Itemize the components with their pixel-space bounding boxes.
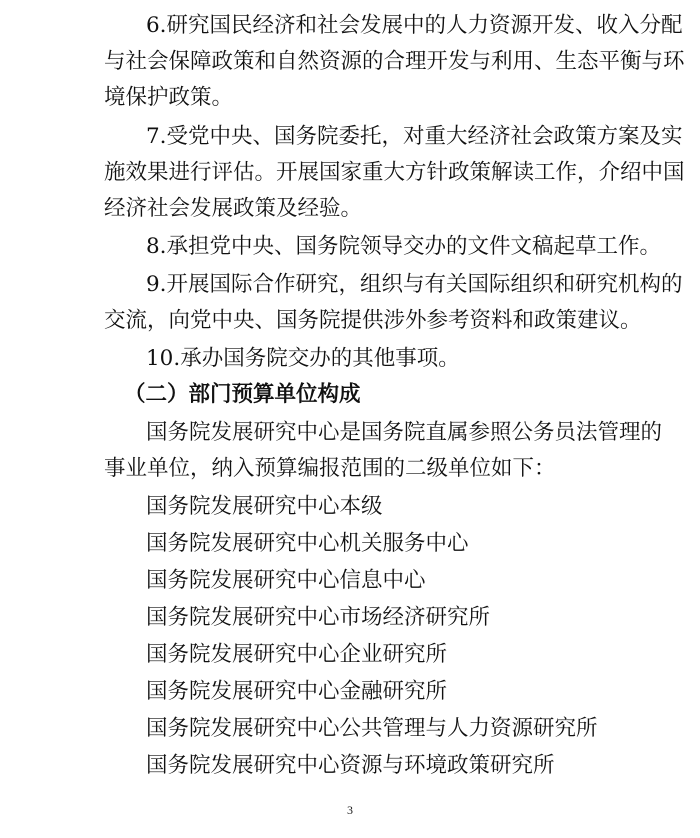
paragraph-7-line-1: 7.受党中央、国务院委托，对重大经济社会政策方案及实 — [146, 124, 683, 149]
paragraph-6-line-2: 与社会保障政策和自然资源的合理开发与利用、生态平衡与环 — [104, 49, 685, 74]
paragraph-9-line-2: 交流，向党中央、国务院提供涉外参考资料和政策建议。 — [104, 308, 642, 333]
paragraph-9-line-1: 9.开展国际合作研究，组织与有关国际组织和研究机构的 — [146, 272, 683, 297]
unit-list-item: 国务院发展研究中心信息中心 — [146, 568, 426, 593]
unit-list-item: 国务院发展研究中心本级 — [146, 494, 383, 519]
paragraph-7-line-2: 施效果进行评估。开展国家重大方针政策解读工作，介绍中国 — [104, 160, 685, 185]
unit-list-item: 国务院发展研究中心市场经济研究所 — [146, 605, 491, 630]
unit-list-item: 国务院发展研究中心企业研究所 — [146, 642, 448, 667]
unit-list-item: 国务院发展研究中心金融研究所 — [146, 679, 448, 704]
paragraph-7-line-3: 经济社会发展政策及经验。 — [104, 196, 363, 221]
unit-list-item: 国务院发展研究中心资源与环境政策研究所 — [146, 753, 555, 778]
intro-line-1: 国务院发展研究中心是国务院直属参照公务员法管理的 — [146, 420, 663, 445]
page-number: 3 — [347, 803, 353, 817]
paragraph-6-line-3: 境保护政策。 — [104, 85, 234, 110]
intro-line-2: 事业单位，纳入预算编报范围的二级单位如下： — [104, 456, 556, 481]
section-heading: （二）部门预算单位构成 — [124, 382, 361, 407]
unit-list-item: 国务院发展研究中心机关服务中心 — [146, 531, 469, 556]
paragraph-8-line-1: 8.承担党中央、国务院领导交办的文件文稿起草工作。 — [146, 234, 662, 259]
paragraph-10-line-1: 10.承办国务院交办的其他事项。 — [146, 346, 460, 371]
unit-list-item: 国务院发展研究中心公共管理与人力资源研究所 — [146, 716, 598, 741]
paragraph-6-line-1: 6.研究国民经济和社会发展中的人力资源开发、收入分配 — [146, 13, 683, 38]
